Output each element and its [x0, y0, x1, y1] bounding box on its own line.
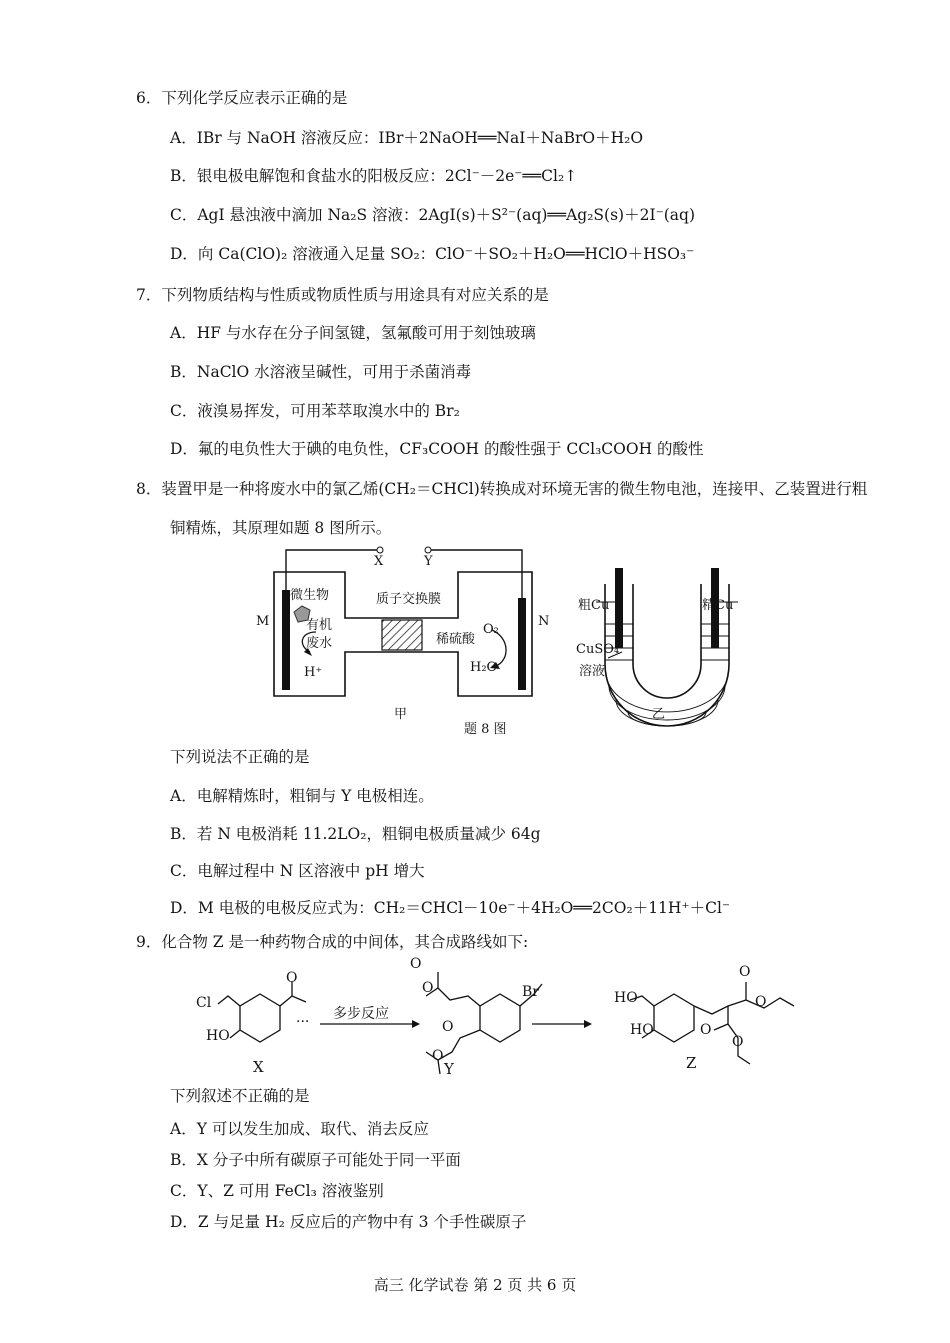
x-label-o: O — [286, 970, 298, 986]
u-tube-inner — [633, 584, 701, 698]
x-acetyl — [280, 996, 306, 1006]
q6-stem: 6．下列化学反应表示正确的是 — [136, 89, 348, 107]
label-h2o: H₂O — [470, 660, 498, 675]
q8-option-d: D．M 电极的电极反应式为：CH₂＝CHCl－10e⁻＋4H₂O══2CO₂＋11H⁺＋Cl⁻ — [170, 899, 731, 917]
label-wastewater: 废水 — [306, 636, 333, 651]
x-label-cl: Cl — [196, 995, 212, 1011]
z-label-ho-bottom: HO — [630, 1022, 654, 1038]
crude-cu-electrode — [615, 568, 623, 648]
label-microbe: 微生物 — [290, 588, 330, 603]
q8-stem-line2: 铜精炼，其原理如题 8 图所示。 — [170, 519, 392, 537]
y-label-o-phenol: O — [442, 1019, 454, 1035]
caption-figure-8: 题 8 图 — [464, 722, 507, 737]
label-solution: 溶液 — [579, 664, 606, 679]
q6-option-c: C．AgI 悬浊液中滴加 Na₂S 溶液：2AgI(s)＋S²⁻(aq)══Ag₂S(s)＋2I⁻(aq) — [170, 206, 696, 224]
label-organic: 有机 — [306, 618, 333, 633]
y-benzene-ring — [480, 994, 520, 1042]
compound-label-y: Y — [444, 1060, 454, 1078]
label-terminal-y: Y — [424, 554, 433, 569]
q9-question: 下列叙述不正确的是 — [170, 1087, 310, 1105]
q8-question: 下列说法不正确的是 — [170, 748, 310, 766]
synthesis-route-diagram — [190, 952, 810, 1077]
q7-option-d: D．氟的电负性大于碘的电负性，CF₃COOH 的酸性强于 CCl₃COOH 的酸性 — [170, 440, 704, 458]
label-cuso4: CuSO₄ — [576, 642, 620, 657]
z-label-o-lower: O — [700, 1022, 712, 1038]
electrode-m — [282, 590, 290, 690]
q7-option-c: C．液溴易挥发，可用苯萃取溴水中的 Br₂ — [170, 402, 460, 420]
x-dots: ··· — [296, 1014, 310, 1030]
z-label-o-upper: O — [739, 964, 751, 980]
figure-8-diagram — [260, 540, 780, 740]
z-label-ho-top: HO — [614, 990, 638, 1006]
q7-option-a: A．HF 与水存在分子间氢键，氢氟酸可用于刻蚀玻璃 — [170, 324, 536, 342]
arrow-1-head — [412, 1020, 420, 1028]
arrow-2-head — [584, 1020, 592, 1028]
z-lower-carbonyl — [714, 1024, 728, 1030]
label-h-plus: H⁺ — [304, 665, 323, 680]
x-oh-bond — [230, 1030, 240, 1038]
q6-option-b: B．银电极电解饱和食盐水的阳极反应：2Cl⁻－2e⁻══Cl₂↑ — [170, 167, 578, 185]
compound-label-z: Z — [686, 1054, 697, 1072]
u-tube-solution — [605, 624, 729, 726]
z-malonate-chain — [694, 1000, 746, 1014]
x-bonds — [218, 996, 240, 1006]
label-terminal-x: X — [374, 554, 384, 569]
page-footer: 高三 化学试卷 第 2 页 共 6 页 — [373, 1276, 577, 1294]
label-electrode-n: N — [538, 614, 550, 629]
z-upper-ethyl — [746, 998, 794, 1008]
q8-stem-line1: 8．装置甲是一种将废水中的氯乙烯(CH₂＝CHCl)转换成对环境无害的微生物电池，连接甲、乙装置进行粗 — [136, 480, 868, 498]
q9-option-a: A．Y 可以发生加成、取代、消去反应 — [170, 1120, 429, 1138]
q9-option-d: D．Z 与足量 H₂ 反应后的产物中有 3 个手性碳原子 — [170, 1213, 527, 1231]
label-o2: O₂ — [483, 622, 499, 637]
y-label-o-bottom: O — [432, 1048, 444, 1064]
x-label-ho: HO — [206, 1028, 230, 1044]
y-top-chain — [426, 988, 480, 1006]
q9-option-c: C．Y、Z 可用 FeCl₃ 溶液鉴别 — [170, 1182, 384, 1200]
terminal-x — [377, 547, 383, 553]
compound-label-x: X — [253, 1058, 264, 1076]
q6-option-a: A．IBr 与 NaOH 溶液反应：IBr＋2NaOH══NaI＋NaBrO＋H₂O — [170, 129, 644, 147]
y-label-br: Br — [522, 984, 539, 1000]
label-membrane: 质子交换膜 — [376, 592, 442, 607]
label-dilute-acid: 稀硫酸 — [436, 632, 476, 647]
x-benzene-ring — [240, 994, 280, 1042]
caption-yi: 乙 — [652, 707, 666, 722]
z-benzene-ring — [654, 994, 694, 1042]
z-label-o-upper-ether: O — [755, 994, 767, 1010]
electrode-n — [518, 598, 526, 690]
caption-jia: 甲 — [394, 707, 408, 722]
q8-option-b: B．若 N 电极消耗 11.2LO₂，粗铜电极质量减少 64g — [170, 825, 541, 843]
q9-stem: 9．化合物 Z 是一种药物合成的中间体，其合成路线如下: — [136, 933, 529, 951]
label-crude-cu: 粗Cu — [578, 598, 610, 613]
q7-stem: 7．下列物质结构与性质或物质性质与用途具有对应关系的是 — [136, 286, 549, 304]
label-electrode-m: M — [256, 614, 270, 629]
arrow-label-multistep: 多步反应 — [333, 1006, 389, 1022]
q7-option-b: B．NaClO 水溶液呈碱性，可用于杀菌消毒 — [170, 363, 472, 381]
terminal-y — [425, 547, 431, 553]
wire-right — [430, 550, 522, 635]
q8-option-a: A．电解精炼时，粗铜与 Y 电极相连。 — [170, 787, 434, 805]
q8-option-c: C．电解过程中 N 区溶液中 pH 增大 — [170, 862, 425, 880]
label-pure-cu: 精Cu — [702, 598, 734, 613]
q6-option-d: D．向 Ca(ClO)₂ 溶液通入足量 SO₂：ClO⁻＋SO₂＋H₂O══HClO＋HSO₃⁻ — [170, 245, 695, 263]
q9-option-b: B．X 分子中所有碳原子可能处于同一平面 — [170, 1151, 461, 1169]
y-label-o-top: O — [410, 956, 422, 972]
y-label-o-ester: O — [422, 980, 434, 996]
z-label-o-lower-ether: O — [732, 1034, 744, 1050]
proton-exchange-membrane — [382, 620, 422, 650]
